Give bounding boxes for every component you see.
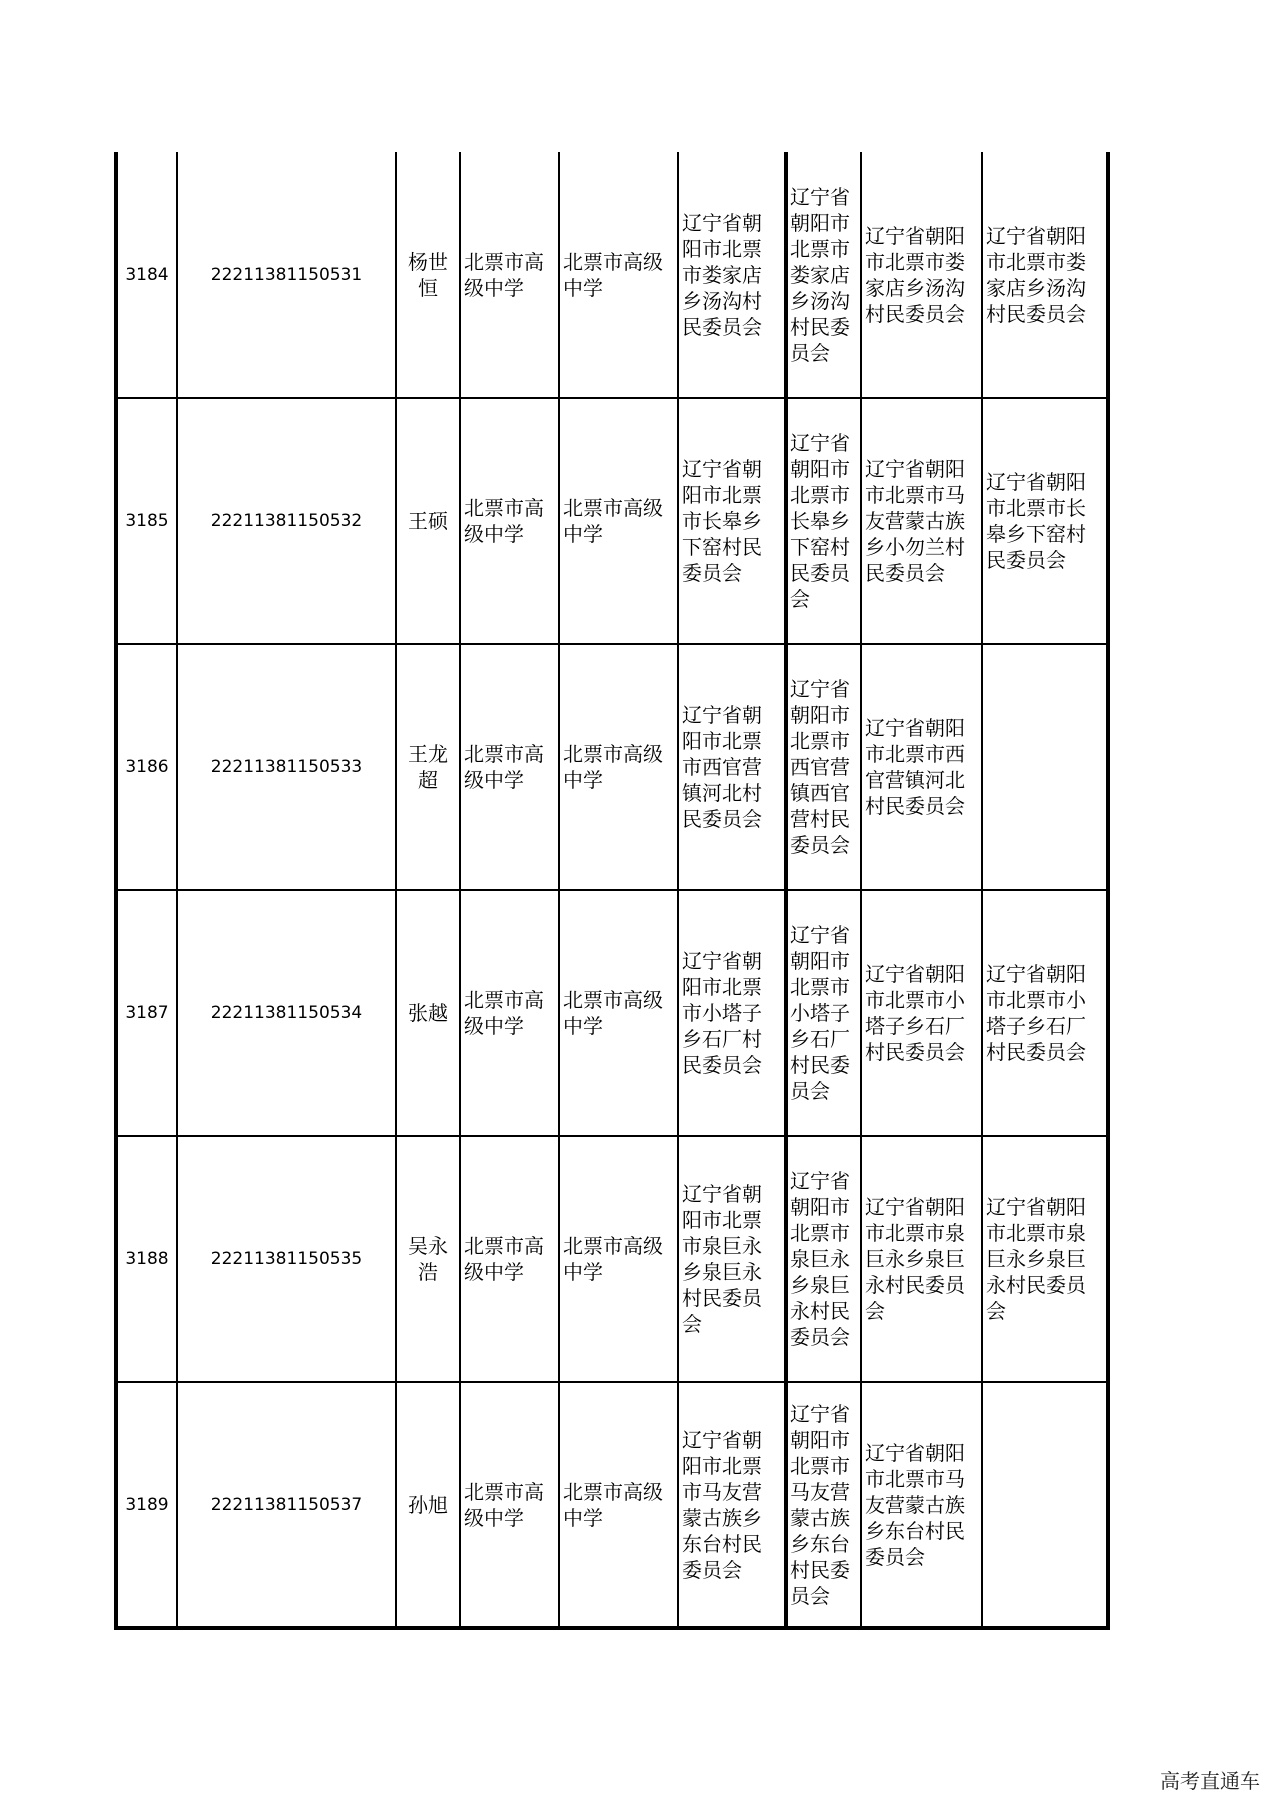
cell-address-4	[982, 1382, 1108, 1628]
cell-name: 吴永浩	[396, 1136, 460, 1382]
cell-address-3: 辽宁省朝阳市北票市泉巨永乡泉巨永村民委员会	[861, 1136, 982, 1382]
cell-address-1: 辽宁省朝阳市北票市小塔子乡石厂村民委员会	[678, 890, 786, 1136]
cell-candidate-id: 22211381150532	[177, 398, 396, 644]
cell-address-1: 辽宁省朝阳市北票市马友营蒙古族乡东台村民委员会	[678, 1382, 786, 1628]
cell-school-2: 北票市高级中学	[559, 1382, 678, 1628]
cell-candidate-id: 22211381150537	[177, 1382, 396, 1628]
cell-candidate-id: 22211381150535	[177, 1136, 396, 1382]
cell-address-4: 辽宁省朝阳市北票市泉巨永乡泉巨永村民委员会	[982, 1136, 1108, 1382]
cell-address-1: 辽宁省朝阳市北票市泉巨永乡泉巨永村民委员会	[678, 1136, 786, 1382]
cell-candidate-id: 22211381150533	[177, 644, 396, 890]
cell-name: 王硕	[396, 398, 460, 644]
cell-address-2: 辽宁省朝阳市北票市泉巨永乡泉巨永村民委员会	[786, 1136, 861, 1382]
cell-school: 北票市高级中学	[460, 1136, 559, 1382]
cell-name: 张越	[396, 890, 460, 1136]
cell-seq: 3186	[116, 644, 177, 890]
cell-seq: 3188	[116, 1136, 177, 1382]
cell-address-4	[982, 644, 1108, 890]
table-row	[116, 890, 1108, 1136]
watermark: 高考直通车	[1160, 1769, 1260, 1793]
table-body	[116, 152, 1108, 1628]
cell-address-4: 辽宁省朝阳市北票市娄家店乡汤沟村民委员会	[982, 152, 1108, 398]
cell-address-2: 辽宁省朝阳市北票市娄家店乡汤沟村民委员会	[786, 152, 861, 398]
cell-address-2: 辽宁省朝阳市北票市马友营蒙古族乡东台村民委员会	[786, 1382, 861, 1628]
cell-name: 孙旭	[396, 1382, 460, 1628]
cell-school: 北票市高级中学	[460, 1382, 559, 1628]
cell-seq: 3185	[116, 398, 177, 644]
cell-address-1: 辽宁省朝阳市北票市西官营镇河北村民委员会	[678, 644, 786, 890]
cell-address-3: 辽宁省朝阳市北票市马友营蒙古族乡东台村民委员会	[861, 1382, 982, 1628]
cell-address-2: 辽宁省朝阳市北票市小塔子乡石厂村民委员会	[786, 890, 861, 1136]
table-row	[116, 1382, 1108, 1628]
cell-address-2: 辽宁省朝阳市北票市长皋乡下窑村民委员会	[786, 398, 861, 644]
cell-candidate-id: 22211381150531	[177, 152, 396, 398]
results-table	[114, 152, 1110, 1630]
cell-school: 北票市高级中学	[460, 890, 559, 1136]
cell-name: 杨世恒	[396, 152, 460, 398]
cell-school-2: 北票市高级中学	[559, 152, 678, 398]
results-table-container	[114, 152, 1110, 1630]
cell-school-2: 北票市高级中学	[559, 890, 678, 1136]
cell-address-3: 辽宁省朝阳市北票市娄家店乡汤沟村民委员会	[861, 152, 982, 398]
cell-seq: 3189	[116, 1382, 177, 1628]
cell-seq: 3184	[116, 152, 177, 398]
cell-seq: 3187	[116, 890, 177, 1136]
cell-address-4: 辽宁省朝阳市北票市小塔子乡石厂村民委员会	[982, 890, 1108, 1136]
table-row	[116, 644, 1108, 890]
cell-address-1: 辽宁省朝阳市北票市长皋乡下窑村民委员会	[678, 398, 786, 644]
cell-address-4: 辽宁省朝阳市北票市长皋乡下窑村民委员会	[982, 398, 1108, 644]
table-row	[116, 398, 1108, 644]
table-row	[116, 152, 1108, 398]
cell-address-3: 辽宁省朝阳市北票市马友营蒙古族乡小勿兰村民委员会	[861, 398, 982, 644]
cell-school: 北票市高级中学	[460, 398, 559, 644]
cell-candidate-id: 22211381150534	[177, 890, 396, 1136]
table-row	[116, 1136, 1108, 1382]
cell-address-1: 辽宁省朝阳市北票市娄家店乡汤沟村民委员会	[678, 152, 786, 398]
cell-school: 北票市高级中学	[460, 152, 559, 398]
cell-address-3: 辽宁省朝阳市北票市小塔子乡石厂村民委员会	[861, 890, 982, 1136]
cell-school-2: 北票市高级中学	[559, 398, 678, 644]
cell-school-2: 北票市高级中学	[559, 644, 678, 890]
cell-name: 王龙超	[396, 644, 460, 890]
cell-school-2: 北票市高级中学	[559, 1136, 678, 1382]
cell-school: 北票市高级中学	[460, 644, 559, 890]
cell-address-2: 辽宁省朝阳市北票市西官营镇西官营村民委员会	[786, 644, 861, 890]
cell-address-3: 辽宁省朝阳市北票市西官营镇河北村民委员会	[861, 644, 982, 890]
